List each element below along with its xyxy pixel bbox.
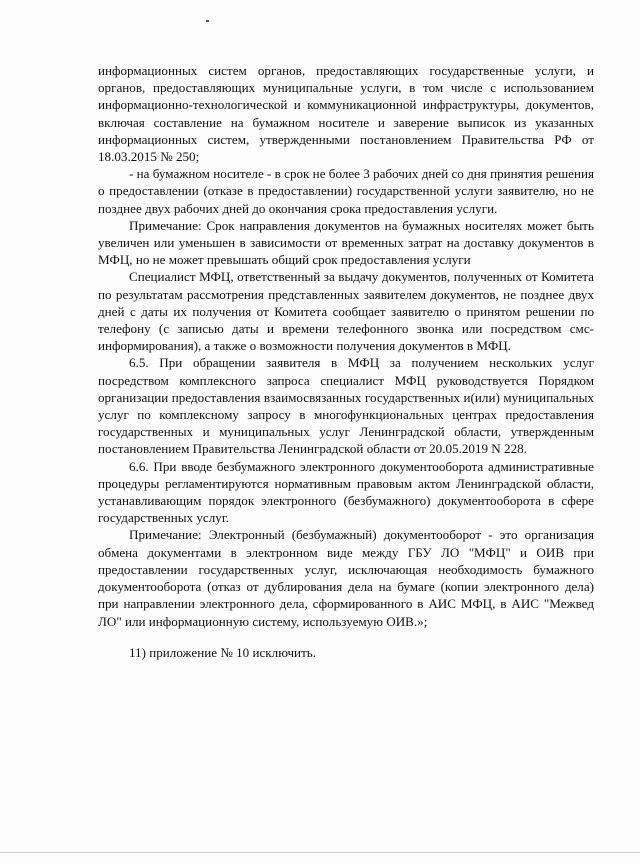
paragraph-6-6: 6.6. При вводе безбумажного электронного документооборота административные процедуры регламентируются нормативным правовым актом Ленинградской области, устанавливающим порядок электронного (безбумажного) документооборота в сфере государственных услуг. <box>98 458 594 526</box>
scan-bottom-edge <box>0 852 640 853</box>
paragraph-note-delivery: Примечание: Срок направления документов на бумажных носителях может быть увеличен или уменьшен в зависимости от временных затрат на доставку документов в МФЦ, но не может превышать общий срок предоставления услуги <box>98 217 594 268</box>
paragraph-paper-carrier: - на бумажном носителе - в срок не более 3 рабочих дней со дня принятия решения о предоставлении (отказе в предоставлении) государственной услуги заявителю, но не позднее двух рабочих дней до окончания срока предоставления услуги. <box>98 166 594 216</box>
paragraph-item-11: 11) приложение № 10 исключить. <box>129 644 317 660</box>
paragraph-mfc-specialist: Специалист МФЦ, ответственный за выдачу документов, полученных от Комитета по результатам рассмотрения представленных заявителем документов, не позднее двух дней с даты их получения от Комитета сообщает заявителю о принятом решении по телефону (с записью даты и времени телефонного звонка или посредством смс-информирования), а также о возможности получения документов в МФЦ. <box>98 269 594 354</box>
scan-speck <box>206 20 209 22</box>
paragraph-6-5: 6.5. При обращении заявителя в МФЦ за получением нескольких услуг посредством комплексного запроса специалист МФЦ руководствуется Порядком организации предоставления взаимосвязанных государственных и(или) муниципальных услуг по комплексному запросу в многофункциональных центрах предоставления государственных и муниципальных услуг Ленинградской области, утвержденным постановлением Правительства Ленинградской области от 20.05.2019 N 228. <box>98 355 594 457</box>
paragraph-continuation: информационных систем органов, предоставляющих государственные услуги, и органов, предоставляющих муниципальные услуги, в том числе с использованием информационно-технологической и коммуникационной инфраструктуры, документов, включая составление на бумажном носителе и заверение выписок из указанных информационных систем, утвержденными постановлением Правительства РФ от 18.03.2015 № 250; <box>98 63 594 165</box>
document-body <box>98 62 594 661</box>
paragraph-note-electronic: Примечание: Электронный (безбумажный) документооборот - это организация обмена документами в электронном виде между ГБУ ЛО "МФЦ" и ОИВ при предоставлении государственных услуг, исключающая необходимость бумажного документооборота (отказ от дублирования дела на бумаге (копии электронного дела) при направлении электронного дела, сформированного в АИС МФЦ, в АИС "Межвед ЛО" или информационную систему, используемую ОИВ.»; <box>98 527 594 629</box>
